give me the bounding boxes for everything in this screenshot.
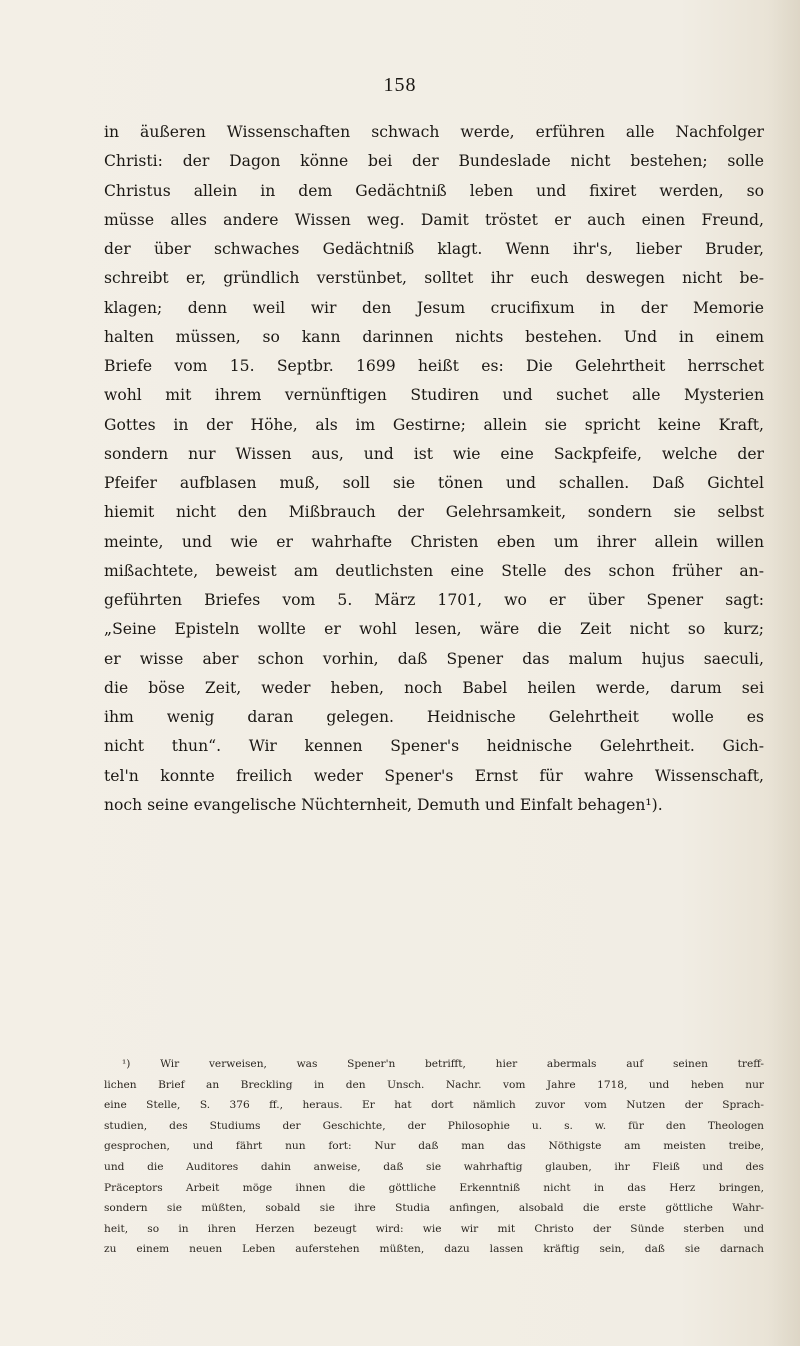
text-line: müsse alles andere Wissen weg. Damit tröstet er auch einen Freund,: [104, 210, 764, 229]
text-line: mißachtete, beweist am deutlichsten eine Stelle des schon früher an-: [104, 561, 764, 580]
text-line: wohl mit ihrem vernünftigen Studiren und suchet alle Mysterien: [104, 386, 764, 405]
footnote-line: ¹) Wir verweisen, was Spener'n betrifft, hier abermals auf seinen treff-: [122, 1058, 764, 1070]
footnote-line: und die Auditores dahin anweise, daß sie wahrhaftig glauben, ihr Fleiß und des: [104, 1160, 764, 1173]
text-line: ihm wenig daran gelegen. Heidnische Gelehrtheit wolle es: [104, 708, 764, 726]
text-line: nicht thun“. Wir kennen Spener's heidnische Gelehrtheit. Gich-: [104, 737, 764, 756]
footnote-line: Präceptors Arbeit möge ihnen die göttliche Erkenntniß nicht in das Herz bringen,: [104, 1181, 764, 1194]
footnote-line: lichen Brief an Breckling in den Unsch. Nachr. vom Jahre 1718, und heben nur: [104, 1078, 764, 1091]
text-line: die böse Zeit, weder heben, noch Babel heilen werde, darum sei: [104, 678, 764, 697]
text-line: Christi: der Dagon könne bei der Bundeslade nicht bestehen; solle: [104, 152, 764, 171]
page-number: 158: [383, 74, 417, 96]
footnote-line: studien, des Studiums der Geschichte, der Philosophie u. s. w. für den Theologen: [104, 1119, 764, 1132]
text-line: „Seine Episteln wollte er wohl lesen, wäre die Zeit nicht so kurz;: [104, 620, 764, 639]
text-line: noch seine evangelische Nüchternheit, Demuth und Einfalt behagen¹).: [104, 795, 663, 814]
footnote-line: eine Stelle, S. 376 ff., heraus. Er hat dort nämlich zuvor vom Nutzen der Sprach-: [104, 1099, 764, 1112]
footnote-line: gesprochen, und fährt nun fort: Nur daß man das Nöthigste am meisten treibe,: [104, 1140, 764, 1153]
text-line: Christus allein in dem Gedächtniß leben und fixiret werden, so: [104, 181, 764, 200]
text-line: tel'n konnte freilich weder Spener's Ernst für wahre Wissenschaft,: [104, 766, 764, 785]
text-line: schreibt er, gründlich verstünbet, solltet ihr euch deswegen nicht be-: [104, 269, 764, 288]
text-line: der über schwaches Gedächtniß klagt. Wenn ihr's, lieber Bruder,: [104, 240, 764, 258]
text-line: hiemit nicht den Mißbrauch der Gelehrsamkeit, sondern sie selbst: [104, 503, 764, 522]
text-line: klagen; denn weil wir den Jesum crucifixum in der Memorie: [104, 298, 764, 317]
text-line: sondern nur Wissen aus, und ist wie eine Sackpfeife, welche der: [104, 444, 764, 463]
text-line: Briefe vom 15. Septbr. 1699 heißt es: Die Gelehrtheit herrschet: [104, 357, 764, 375]
text-line: er wisse aber schon vorhin, daß Spener das malum hujus saeculi,: [104, 649, 764, 668]
footnote-line: heit, so in ihren Herzen bezeugt wird: wie wir mit Christo der Sünde sterben und: [104, 1222, 764, 1235]
footnote-line: sondern sie müßten, sobald sie ihre Studia anfingen, alsobald die erste göttliche Wahr-: [104, 1202, 764, 1215]
main-text-block: [104, 118, 764, 820]
text-line: meinte, und wie er wahrhafte Christen eben um ihrer allein willen: [104, 532, 764, 551]
text-line: in äußeren Wissenschaften schwach werde, erführen alle Nachfolger: [104, 123, 764, 141]
text-line: halten müssen, so kann darinnen nichts bestehen. Und in einem: [104, 327, 764, 346]
text-line: Pfeifer aufblasen muß, soll sie tönen und schallen. Daß Gichtel: [104, 474, 764, 492]
footnote-line: zu einem neuen Leben auferstehen müßten, dazu lassen kräftig sein, daß sie darnach: [104, 1243, 764, 1256]
text-line: geführten Briefes vom 5. März 1701, wo er über Spener sagt:: [104, 591, 764, 609]
footnote-block: [104, 1054, 764, 1260]
text-line: Gottes in der Höhe, als im Gestirne; allein sie spricht keine Kraft,: [104, 415, 764, 434]
